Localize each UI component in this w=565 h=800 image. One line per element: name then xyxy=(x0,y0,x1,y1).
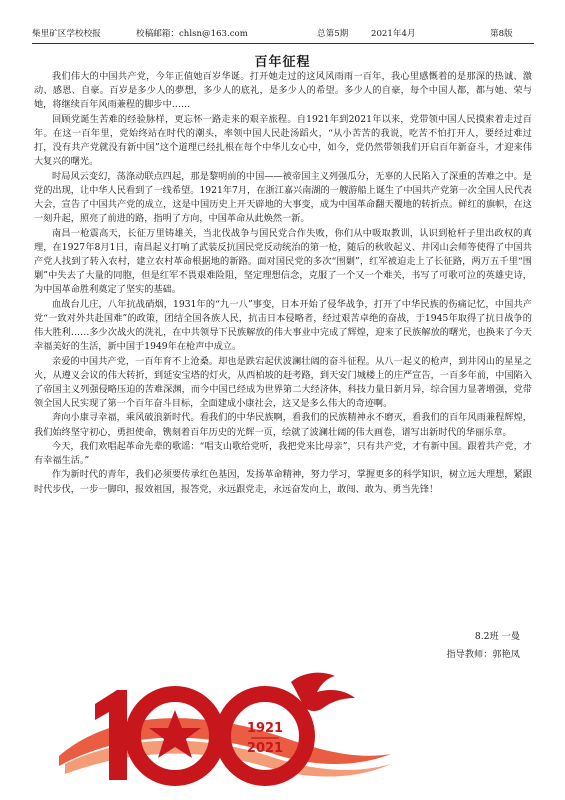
article-paragraph: 回顾党诞生苦难的经验脉样，更忘怀一路走来的艰辛旅程。自1921年到2021年以来，党带领中国人民摸索着走过百年。在这一百年里，党始终站在时代的潮头，率领中国人民赴汤蹈火，“从小苦苦的我说，吃苦不怕打开人，要经过难过打，没有共产党就没有新中国”这个道理已经扎根在每个中华儿女心中，如今，党仍然带领我们开启百年新奋斗，才迎来伟大复兴的曙光。 xyxy=(34,113,532,168)
article-title: 百年征程 xyxy=(254,55,311,70)
article-paragraph: 奔向小康寻幸福，乘风破浪新时代。看我们的中华民族啊，看我们的民族精神永不磨灭，看我们的百年风雨兼程辉煌，我们始终坚守初心，勇担使命，镌刻着百年历史的光辉一页，绘就了波澜壮阔的伟大画卷，谱写出新时代的华丽乐章。 xyxy=(34,412,532,438)
article-paragraph: 亲爱的中国共产党，一百年育不上沧桑。却也是跌宕起伏波澜壮阔的奋斗征程。从八一起义的枪声，到井冈山的星星之火，从遵义会议的伟大转折，到延安宝塔的灯火，从西柏坡的赶考路，到天安门城楼上的庄严宣告，一百多年前，中国陷入了帝国主义列强侵略压迫的苦难深渊，而今中国已经成为世界第二大经济体，科技力量日新月异，综合国力显著增强，党带领全国人民实现了第一个百年奋斗目标，全面建成小康社会，这又是多么伟大的奇迹啊。 xyxy=(34,355,532,410)
article-paragraph: 血战台儿庄，八年抗战硝烟，1931年的“九一八”事变，日本开始了侵华战争，打开了中华民族的伤痛记忆，中国共产党“一致对外共赴国难”的政策，团结全国各族人民，抗击日本侵略者，经过艰苦卓绝的奋战，于1945年取得了抗日战争的伟大胜利……多少次战火的洗礼，在中共领导下民族解放的伟大事业中完成了辉煌，迎来了民族解放的曙光，也换来了今天幸福美好的生活，新中国于1949年在枪声中成立。 xyxy=(34,298,532,353)
author-byline: 8.2班 一曼 xyxy=(474,631,520,642)
issue-date: 2021年4月 xyxy=(371,29,416,39)
article-paragraph: 南昌一枪震高天，长征万里铸雄关，当北伐战争与国民党合作失败，你们从中吸取教训，认识到枪杆子里出政权的真理，在1927年8月1日，南昌起义打响了武装反抗国民党反动统治的第一枪，随后的秋收起义、井冈山会师等使得了中国共产党人找到了转入农村，建立农村革命根据地的新路。面对国民党的多次“围剿”，红军被迫走上了长征路，两万五千里“围剿”中失去了大量的同胞，但是红军不畏艰难险阻，坚定理想信念，克服了一个又一个难关，书写了可歌可泣的英雄史诗，为中国革命胜利奠定了坚实的基础。 xyxy=(34,227,532,296)
edition-number: 第8版 xyxy=(490,29,513,39)
page-header xyxy=(32,26,532,42)
emblem-year-start: 1921 xyxy=(246,721,284,736)
issue-number: 总第5期 xyxy=(317,29,349,39)
emblem-year-end: 2021 xyxy=(246,741,284,756)
article-paragraph: 今天，我们欢唱起革命先辈的歌谣：“唱支山歌给党听，我把党来比母亲”，只有共产党，才有新中国。跟着共产党，才有幸福生活。” xyxy=(34,440,532,467)
submission-email: 校稿邮箱：chlsn@163.com xyxy=(136,29,248,39)
article-paragraph: 作为新时代的青年，我们必须要传承红色基因，发扬革命精神，努力学习，掌握更多的科学知识，树立远大理想，紧跟时代步伐，一步一脚印，报效祖国，报答党，永远跟党走，永远奋发向上，敢闯、敢为、勇当先锋！ xyxy=(34,469,532,495)
article-paragraph: 时局风云变幻，荡涤动联点四起，那是黎明前的中国——被帝国主义列强瓜分，无辜的人民陷入了深重的苦难之中。是党的出现，让中华人民看到了一线希望。1921年7月，在浙江嘉兴南湖的一艘游船上诞生了中国共产党第一次全国人民代表大会，宣告了中国共产党的成立，这是中国历史上开天辟地的大事变，成为中国革命翻天覆地的转折点。鲜红的旗帜，在这一刻升起，照亮了前进的路，指明了方向，中国革命从此焕然一新。 xyxy=(34,170,532,225)
header-divider xyxy=(32,43,534,44)
article-paragraph: 我们伟大的中国共产党，今年正值她百岁华诞。打开她走过的这风风雨雨一百年，我心里感慨着的是那深的热诚、激动、感恩、自豪。百岁是多少人的夢想，多少人的底礼，是多少人的希望。多少人的自豪，每个中国人都，都与她、荣与她，将继续百年风雨兼程的脚步中…… xyxy=(34,71,532,111)
school-paper-name: 柴里矿区学校校报 xyxy=(32,29,101,39)
article-body xyxy=(34,70,532,497)
centenary-100-emblem xyxy=(55,668,395,793)
teacher-byline: 指导教师：郭艳凤 xyxy=(446,649,520,660)
